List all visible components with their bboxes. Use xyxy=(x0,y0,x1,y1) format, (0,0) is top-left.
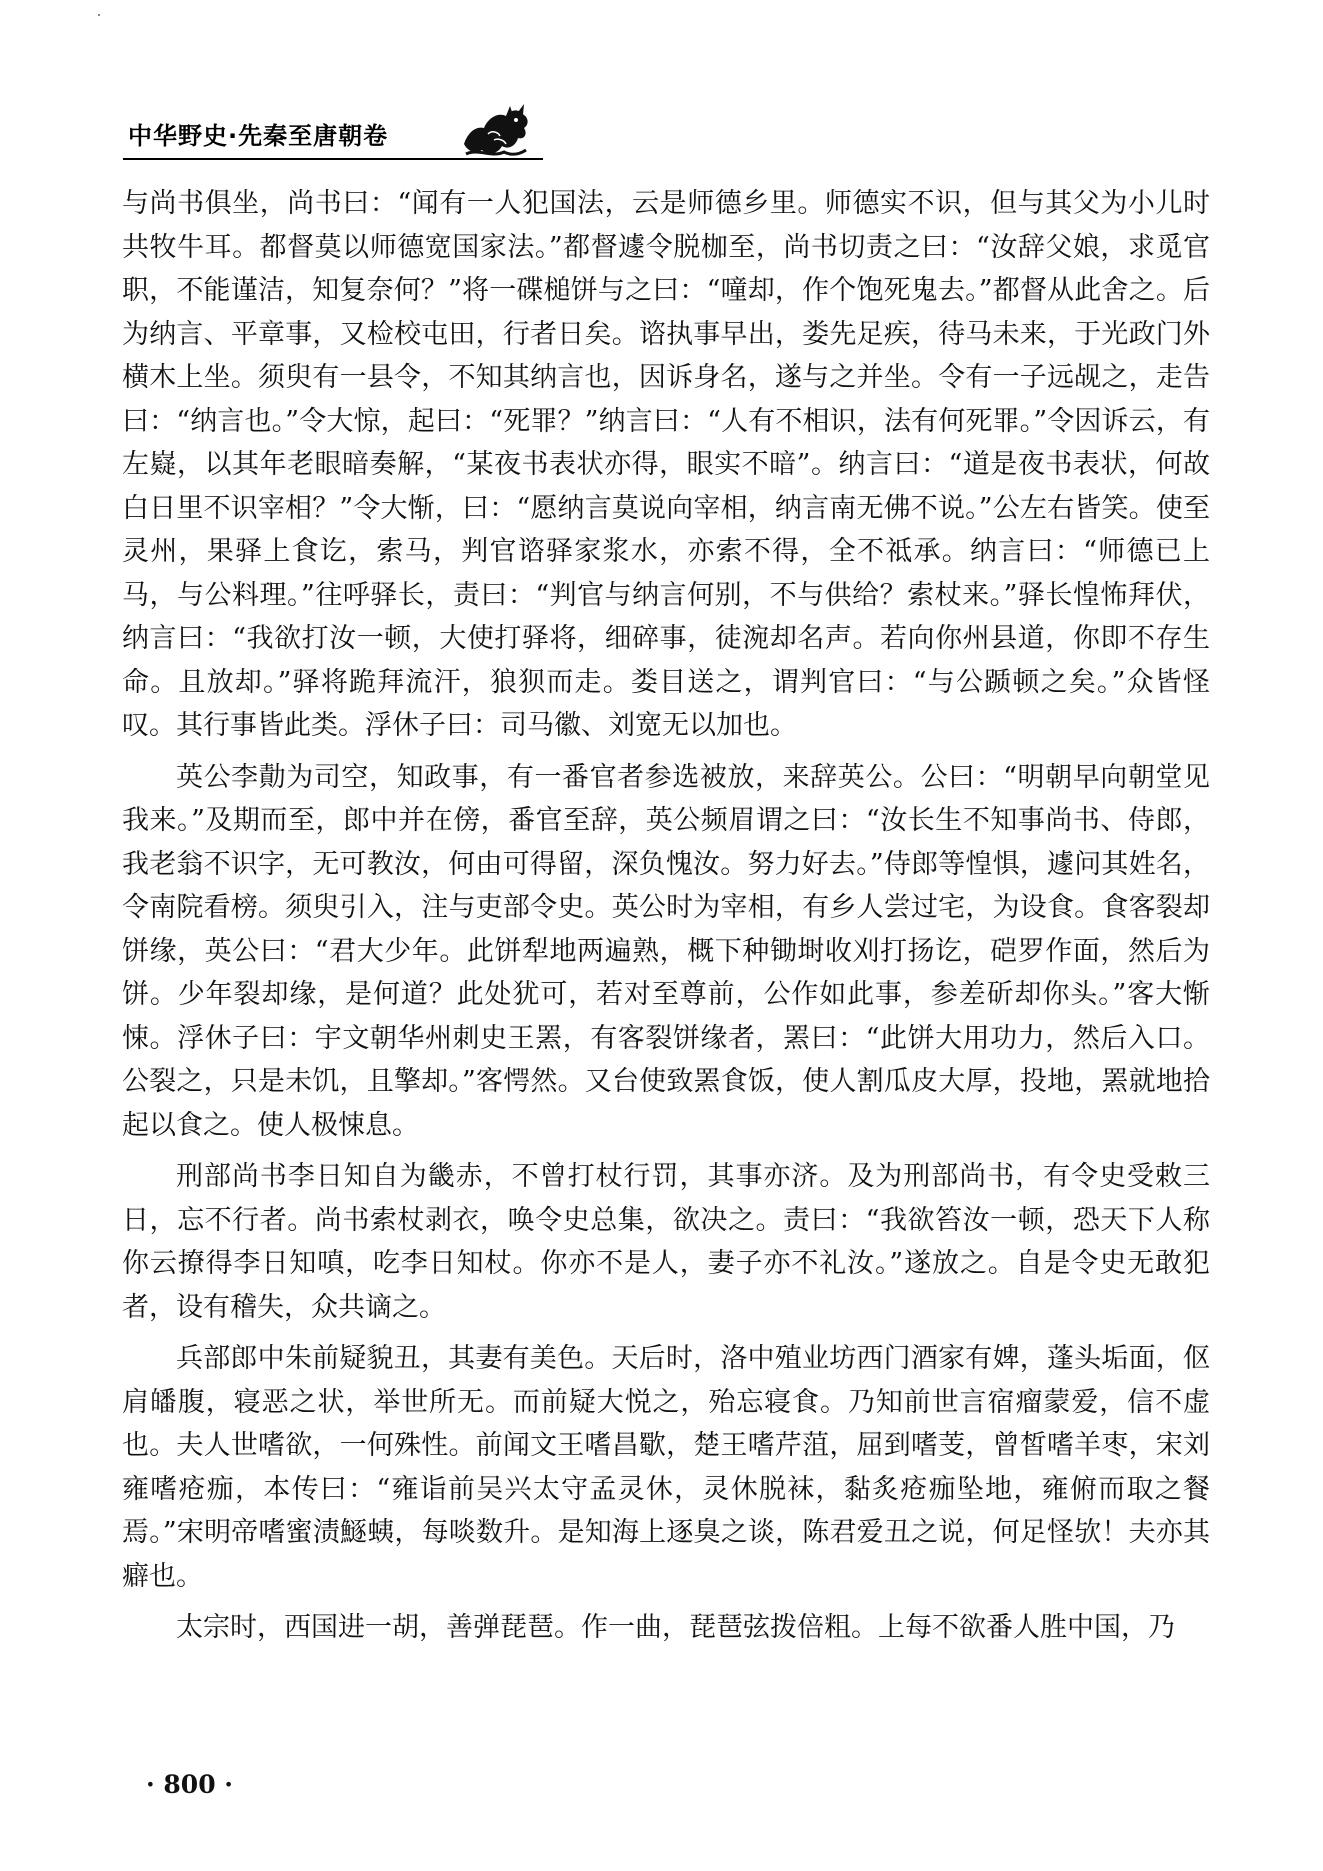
paragraph-taizong-pipa: 太宗时，西国进一胡，善弹琵琶。作一曲，琵琶弦拨倍粗。上每不欲番人胜中国，乃 xyxy=(176,1612,1175,1643)
paragraph-zhu-qianyi: 兵部郎中朱前疑貌丑，其妻有美色。天后时，洛中殖业坊西门酒家有婢，蓬头垢面，伛肩皤腹，寝恶之状，举世所无。而前疑大悦之，殆忘寝食。乃知前世言宿瘤蒙爱，信不虚也。夫人世嗜欲，一何殊性。前闻文王嗜昌歜，楚王嗜芹菹，屈到嗜芰，曾皙嗜羊枣，宋刘雍嗜疮痂，本传曰：“雍诣前吴兴太守孟灵休，灵休脱袜，黏炙疮痂坠地，雍俯而取之餐焉。”宋明帝嗜蜜渍鱁蛦，每啖数升。是知海上逐臭之谈，陈君爱丑之说，何足怪欤！夫亦其癖也。 xyxy=(122,1343,1210,1592)
dragon-emblem-icon xyxy=(458,104,532,160)
paragraph-li-rizhi: 刑部尚书李日知自为畿赤，不曾打杖行罚，其事亦济。及为刑部尚书，有令史受敕三日，忘不行者。尚书索杖剥衣，唤令史总集，欲决之。责曰：“我欲笞汝一顿，恐天下人称你云撩得李日知嗔，吃李日知杖。你亦不是人，妻子亦不礼汝。”遂放之。自是令史无敢犯者，设有稽失，众共谪之。 xyxy=(122,1161,1210,1323)
paragraph-li-ji: 英公李勣为司空，知政事，有一番官者参选被放，来辞英公。公曰：“明朝早向朝堂见我来。”及期而至，郎中并在傍，番官至辞，英公频眉谓之曰：“汝长生不知事尚书、侍郎，我老翁不识字，无可教汝，何由可得留，深负愧汝。努力好去。”侍郎等惶惧，遽问其姓名，令南院看榜。须臾引入，注与吏部令史。英公时为宰相，有乡人尝过宅，为设食。食客裂却饼缘，英公曰：“君大少年。此饼犁地两遍熟，概下种锄埘收刈打扬讫，硙罗作面，然后为饼。少年裂却缘，是何道？此处犹可，若对至尊前，公作如此事，参差斫却你头。”客大惭悚。浮休子曰：宇文朝华州刺史王罴，有客裂饼缘者，罴曰：“此饼大用功力，然后入口。公裂之，只是未饥，且擎却。”客愕然。又台使致罴食饭，使人割瓜皮大厚，投地，罴就地拾起以食之。使人极悚息。 xyxy=(122,761,1210,1141)
header-rule xyxy=(123,158,543,160)
paragraph-continuation: 与尚书俱坐，尚书曰：“闻有一人犯国法，云是师德乡里。师德实不识，但与其父为小儿时共牧牛耳。都督莫以师德宽国家法。”都督遽令脱枷至，尚书切责之曰：“汝辞父娘，求觅官职，不能谨洁，知复奈何？”将一碟槌饼与之曰：“噇却，作个饱死鬼去。”都督从此舍之。后为纳言、平章事，又检校屯田，行者日矣。谘执事早出，娄先足疾，待马未来，于光政门外横木上坐。须臾有一县令，不知其纳言也，因诉身名，遂与之并坐。令有一子远觇之，走告曰：“纳言也。”令大惊，起曰：“死罪？”纳言曰：“人有不相识，法有何死罪。”令因诉云，有左嶷，以其年老眼暗奏解，“某夜书表状亦得，眼实不暗”。纳言曰：“道是夜书表状，何故白日里不识宰相？”令大惭，曰：“愿纳言莫说向宰相，纳言南无佛不说。”公左右皆笑。使至灵州，果驿上食讫，索马，判官谘驿家浆水，亦索不得，全不祗承。纳言曰：“师德已上马，与公料理。”往呼驿长，责曰：“判官与纳言何别，不与供给？索杖来。”驿长惶怖拜伏，纳言曰：“我欲打汝一顿，大使打驿将，细碎事，徒涴却名声。若向你州县道，你即不存生命。且放却。”驿将跪拜流汗，狼狈而走。娄目送之，谓判官曰：“与公踬顿之矣。”众皆怪叹。其行事皆此类。浮休子曰：司马徽、刘宽无以加也。 xyxy=(122,188,1210,741)
scan-speck xyxy=(98,14,100,16)
page-number: · 800 · xyxy=(146,1770,233,1799)
book-title: 中华野史·先秦至唐朝卷 xyxy=(128,122,389,150)
running-header xyxy=(123,104,543,160)
body-text xyxy=(122,182,1210,1650)
